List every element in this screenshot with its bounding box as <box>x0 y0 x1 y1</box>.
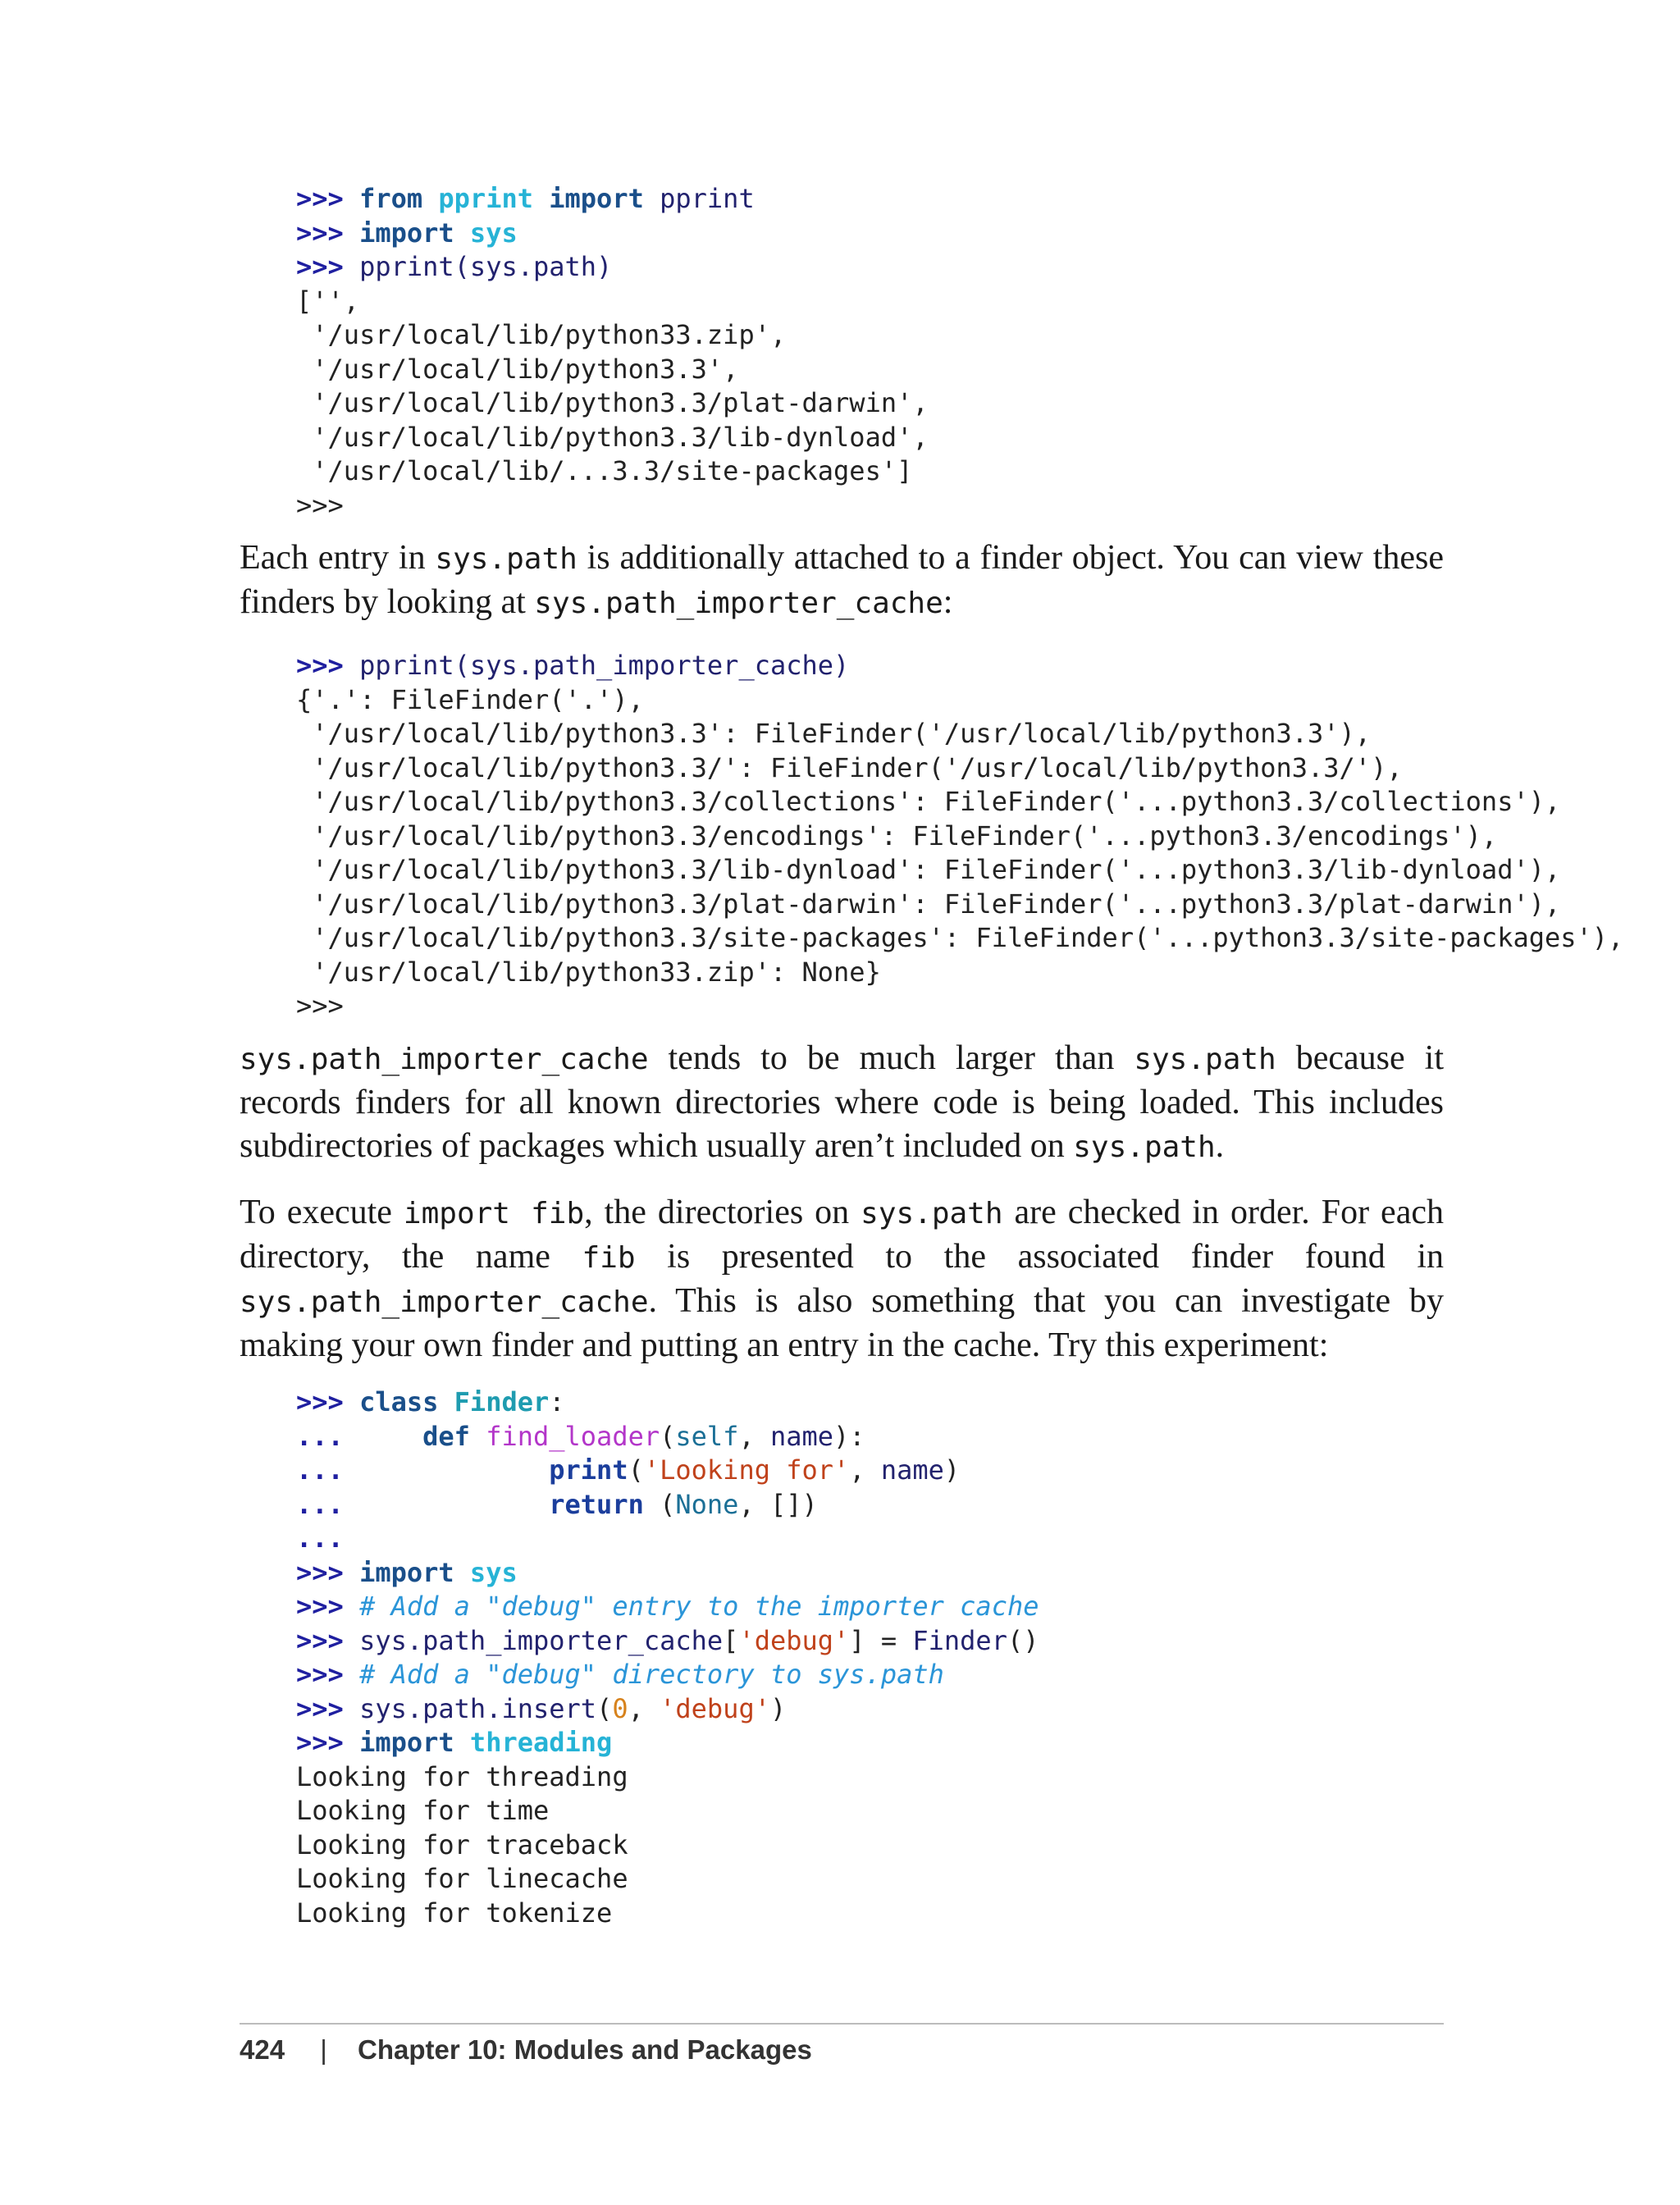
inline-code: sys.path_importer_cache <box>534 587 943 620</box>
paragraph-finder-objects <box>240 536 1444 625</box>
code-line <box>296 989 1623 1024</box>
code-line <box>296 888 1623 922</box>
code-line <box>296 1488 1039 1522</box>
inline-code: fib <box>582 1241 636 1275</box>
code-line <box>296 1556 1039 1591</box>
code-token: Finder <box>912 1624 1007 1656</box>
body-text: is additionally attached to a finder object. You can view these finders by looking at <box>240 539 1444 621</box>
code-line <box>296 1897 1039 1931</box>
code-line <box>296 785 1623 819</box>
code-line <box>296 1726 1039 1760</box>
code-token: 'debug' <box>738 1624 850 1656</box>
inline-code: sys.path_importer_cache <box>240 1285 649 1319</box>
code-line <box>296 250 929 285</box>
code-token: print <box>549 1454 628 1486</box>
chapter-title: Chapter 10: Modules and Packages <box>357 2034 812 2065</box>
code-line <box>296 956 1623 990</box>
code-block-path-importer-cache <box>296 649 1623 1024</box>
code-token: '/usr/local/lib/python3.3/lib-dynload', <box>296 421 929 453</box>
page-footer <box>240 2031 812 2069</box>
code-line <box>296 217 929 251</box>
code-token: return <box>549 1488 660 1520</box>
code-token: sys <box>469 1556 518 1588</box>
footer-separator: | <box>320 2034 327 2065</box>
code-line <box>296 1420 1039 1454</box>
code-line <box>296 285 929 319</box>
code-token: '/usr/local/lib/python3.3/lib-dynload': FileFinder('...python3.3/lib-dynload'), <box>296 854 1561 885</box>
code-token: pprint <box>438 183 550 214</box>
code-line <box>296 1692 1039 1727</box>
code-token: # Add a "debug" entry to the importer cache <box>359 1591 1039 1622</box>
body-text: . <box>1215 1127 1225 1165</box>
inline-code: sys.path <box>1134 1043 1276 1076</box>
code-token: threading <box>469 1727 613 1758</box>
code-line <box>296 751 1623 786</box>
code-token: ) <box>769 1692 787 1724</box>
code-token: Looking for time <box>296 1795 550 1826</box>
code-token: import <box>549 183 660 214</box>
code-token: import <box>359 217 470 249</box>
code-token: ] = <box>849 1624 913 1656</box>
code-token: ( <box>660 1420 676 1452</box>
code-line <box>296 1590 1039 1624</box>
code-token: find_loader <box>486 1420 660 1452</box>
code-token: ( <box>596 1692 613 1724</box>
code-block-pprint-sys-path <box>296 182 929 523</box>
body-text: : <box>943 583 953 621</box>
code-token: () <box>1007 1624 1039 1656</box>
page-number: 424 <box>240 2034 285 2065</box>
code-token: from <box>359 183 439 214</box>
code-token: '/usr/local/lib/python3.3': FileFinder('/usr/local/lib/python3.3'), <box>296 718 1372 749</box>
code-token: >>> <box>296 217 360 249</box>
code-line <box>296 489 929 523</box>
code-token: Looking for traceback <box>296 1828 628 1860</box>
body-text: To execute <box>240 1194 404 1231</box>
code-line <box>296 421 929 455</box>
code-token: sys.path.insert <box>359 1692 597 1724</box>
code-token: ( <box>628 1454 644 1486</box>
code-token: '/usr/local/lib/python3.3/plat-darwin', <box>296 387 929 418</box>
code-token: >>> <box>296 1659 360 1690</box>
code-token: , <box>738 1420 770 1452</box>
code-token: >>> <box>296 251 360 282</box>
code-line <box>296 921 1623 956</box>
code-line <box>296 318 929 353</box>
code-token: pprint <box>660 183 755 214</box>
code-line <box>296 353 929 387</box>
code-token: >>> <box>296 183 360 214</box>
code-token: '/usr/local/lib/python3.3', <box>296 353 739 385</box>
code-token: def <box>422 1420 486 1452</box>
code-token: ... <box>296 1454 550 1486</box>
code-token: Finder <box>454 1386 550 1418</box>
code-line <box>296 1624 1039 1659</box>
code-token: 'Looking for' <box>643 1454 850 1486</box>
code-token: >>> <box>296 1692 360 1724</box>
code-token: >>> <box>296 1727 360 1758</box>
code-token: >>> <box>296 1556 360 1588</box>
inline-code: sys.path <box>435 542 578 576</box>
code-token: ... <box>296 1522 344 1554</box>
code-line <box>296 683 1623 718</box>
code-token: >>> <box>296 1386 360 1418</box>
code-line <box>296 853 1623 888</box>
code-token: '/usr/local/lib/python33.zip', <box>296 319 787 350</box>
code-token: ... <box>296 1420 423 1452</box>
code-token: >>> <box>296 489 344 521</box>
code-line <box>296 1454 1039 1488</box>
code-token: pprint(sys.path_importer_cache) <box>359 650 850 681</box>
code-line <box>296 1386 1039 1420</box>
code-token: >>> <box>296 990 344 1021</box>
code-token: '/usr/local/lib/python3.3/encodings': FileFinder('...python3.3/encodings'), <box>296 819 1498 851</box>
code-line <box>296 386 929 421</box>
code-line <box>296 182 929 217</box>
code-token: 0 <box>612 1692 628 1724</box>
code-token: class <box>359 1386 454 1418</box>
code-token: : <box>549 1386 565 1418</box>
code-token: {'.': FileFinder('.'), <box>296 683 644 715</box>
code-token: ( <box>660 1488 676 1520</box>
code-token: '/usr/local/lib/python3.3/plat-darwin': FileFinder('...python3.3/plat-darwin'), <box>296 888 1561 920</box>
code-token: Looking for tokenize <box>296 1897 613 1929</box>
code-token: sys <box>469 217 518 249</box>
code-line <box>296 454 929 489</box>
code-line <box>296 1658 1039 1692</box>
code-token: '/usr/local/lib/python3.3/site-packages': FileFinder('...python3.3/site-packages'), <box>296 922 1624 953</box>
code-token: Looking for threading <box>296 1760 628 1792</box>
code-token: Looking for linecache <box>296 1863 628 1894</box>
body-text: tends to be much larger than <box>648 1039 1134 1077</box>
code-line <box>296 1760 1039 1795</box>
code-block-finder-experiment <box>296 1386 1039 1930</box>
code-token: [ <box>723 1624 739 1656</box>
paragraph-import-fib <box>240 1191 1444 1367</box>
code-token: '/usr/local/lib/...3.3/site-packages'] <box>296 455 913 486</box>
code-token: ... <box>296 1488 550 1520</box>
code-line <box>296 819 1623 854</box>
code-token: ): <box>833 1420 865 1452</box>
inline-code: import fib <box>403 1197 585 1230</box>
code-line <box>296 1828 1039 1863</box>
code-token: import <box>359 1556 470 1588</box>
code-token: , <box>628 1692 660 1724</box>
code-token: '/usr/local/lib/python3.3/': FileFinder('/usr/local/lib/python3.3/'), <box>296 751 1403 783</box>
body-text: are checked in order. For each directory, the name <box>240 1194 1444 1276</box>
code-token: '/usr/local/lib/python33.zip': None} <box>296 956 881 988</box>
body-text: Each entry in <box>240 539 436 577</box>
code-token: pprint(sys.path) <box>359 251 613 282</box>
paragraph-importer-cache-size <box>240 1037 1444 1169</box>
code-token: name <box>769 1420 834 1452</box>
inline-code: sys.path <box>1073 1130 1216 1164</box>
code-token: sys.path_importer_cache <box>359 1624 724 1656</box>
code-token: None <box>675 1488 739 1520</box>
code-token: , <box>849 1454 881 1486</box>
code-token: self <box>675 1420 739 1452</box>
code-line <box>296 1794 1039 1828</box>
code-token: ) <box>943 1454 961 1486</box>
code-token: name <box>880 1454 944 1486</box>
body-text: , the directories on <box>584 1194 861 1231</box>
code-line <box>296 1522 1039 1556</box>
inline-code: sys.path_importer_cache <box>240 1043 649 1076</box>
code-token: , []) <box>738 1488 818 1520</box>
code-token: >>> <box>296 650 360 681</box>
code-line <box>296 717 1623 751</box>
body-text: is presented to the associated finder found in <box>635 1238 1444 1276</box>
code-token: # Add a "debug" directory to sys.path <box>359 1659 944 1690</box>
code-token: '/usr/local/lib/python3.3/collections': FileFinder('...python3.3/collections'), <box>296 786 1561 817</box>
code-token: 'debug' <box>660 1692 770 1724</box>
code-token: import <box>359 1727 470 1758</box>
inline-code: sys.path <box>861 1197 1003 1230</box>
body-text: because it records finders for all known directories where code is being loaded. This includes subdirectories of packages which usually aren’t included on <box>240 1039 1444 1165</box>
code-line <box>296 1862 1039 1897</box>
footer-divider <box>240 2023 1444 2025</box>
code-line <box>296 649 1623 683</box>
code-token: >>> <box>296 1591 360 1622</box>
code-token: ['', <box>296 285 360 317</box>
body-text: . This is also something that you can investigate by making your own finder and putting an entry in the cache. Try this experiment: <box>240 1282 1444 1364</box>
code-token: >>> <box>296 1624 360 1656</box>
